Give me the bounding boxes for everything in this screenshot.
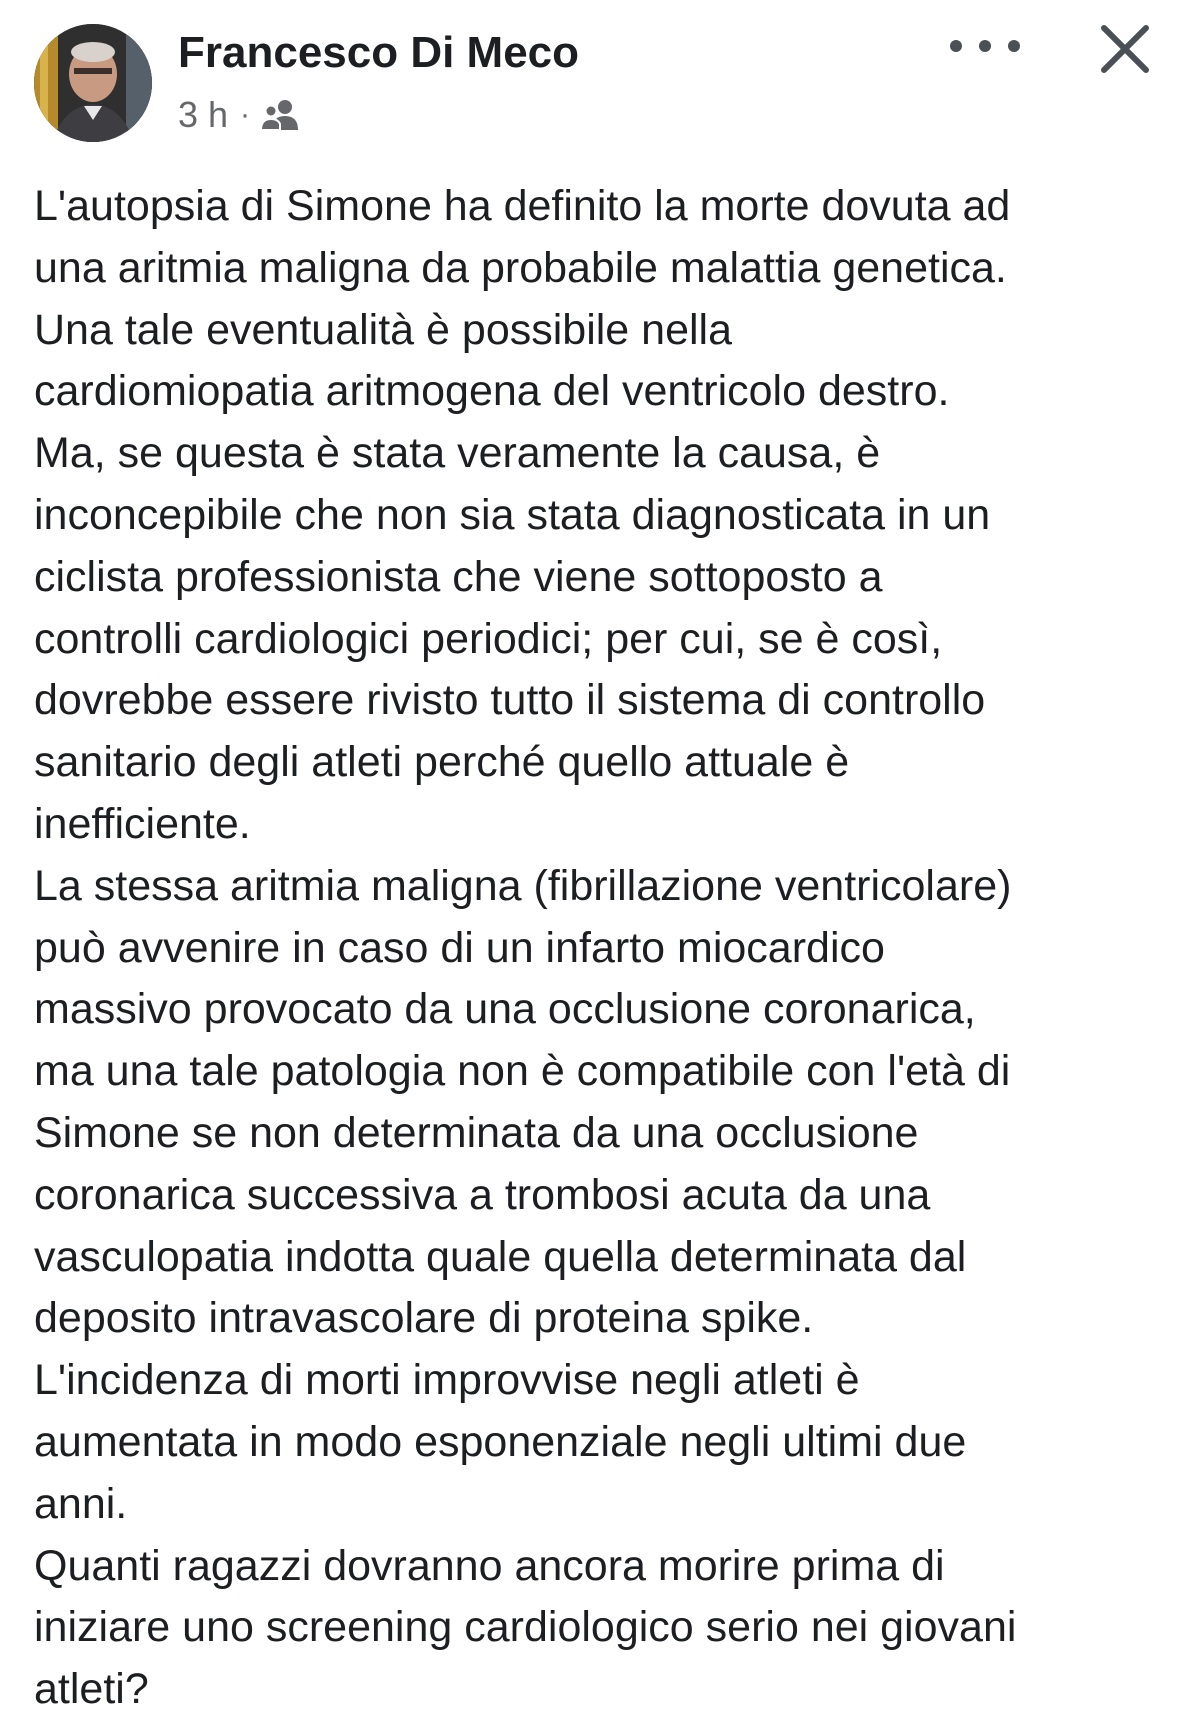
- post-text-line: controlli cardiologici periodici; per cui, se è così,: [34, 614, 943, 663]
- friends-icon[interactable]: [260, 98, 300, 132]
- more-icon[interactable]: [950, 26, 1020, 66]
- more-dot: [979, 40, 991, 52]
- more-dot: [1008, 40, 1020, 52]
- post-text-line: La stessa aritmia maligna (fibrillazione ventricolare): [34, 861, 1012, 910]
- meta-separator: ·: [240, 98, 251, 131]
- post-text-line: Quanti ragazzi dovranno ancora morire prima di: [34, 1541, 945, 1590]
- post-text-line: Simone se non determinata da una occlusione: [34, 1108, 919, 1157]
- post-text-line: coronarica successiva a trombosi acuta da una: [34, 1170, 931, 1219]
- post-text-line: aumentata in modo esponenziale negli ultimi due: [34, 1417, 967, 1466]
- post-text-line: iniziare uno screening cardiologico serio nei giovani: [34, 1603, 1017, 1652]
- post-text: [34, 176, 1154, 1721]
- post-text-line: massivo provocato da una occlusione coronarica,: [34, 985, 976, 1034]
- post-meta: [178, 92, 300, 138]
- post-text-line: dovrebbe essere rivisto tutto il sistema di controllo: [34, 676, 986, 725]
- post-text-line: sanitario degli atleti perché quello attuale è: [34, 738, 850, 787]
- post-text-line: atleti?: [34, 1665, 149, 1714]
- post-text-line: Ma, se questa è stata veramente la causa, è: [34, 429, 881, 478]
- author-name[interactable]: Francesco Di Meco: [178, 28, 580, 77]
- post-text-line: L'autopsia di Simone ha definito la morte dovuta ad: [34, 182, 1011, 230]
- post-text-line: L'incidenza di morti improvvise negli atleti è: [34, 1356, 860, 1405]
- post-text-line: può avvenire in caso di un infarto miocardico: [34, 923, 885, 972]
- post-text-line: ciclista professionista che viene sottoposto a: [34, 552, 883, 601]
- post-text-line: inefficiente.: [34, 799, 251, 848]
- post-text-line: ma una tale patologia non è compatibile con l'età di: [34, 1047, 1011, 1096]
- post-text-line: cardiomiopatia aritmogena del ventricolo destro.: [34, 367, 950, 416]
- close-icon[interactable]: [1098, 22, 1152, 76]
- post-text-line: deposito intravascolare di proteina spike.: [34, 1294, 814, 1343]
- post-text-line: vasculopatia indotta quale quella determinata dal: [34, 1232, 967, 1281]
- post-time[interactable]: 3 h: [178, 94, 229, 135]
- post-text-line: anni.: [34, 1479, 128, 1528]
- post-text-line: una aritmia maligna da probabile malattia genetica.: [34, 243, 1007, 292]
- post-header: [0, 0, 1180, 150]
- avatar[interactable]: [34, 24, 152, 142]
- post-text-line: inconcepibile che non sia stata diagnosticata in un: [34, 490, 991, 539]
- post-text-line: Una tale eventualità è possibile nella: [34, 305, 733, 354]
- more-dot: [950, 40, 962, 52]
